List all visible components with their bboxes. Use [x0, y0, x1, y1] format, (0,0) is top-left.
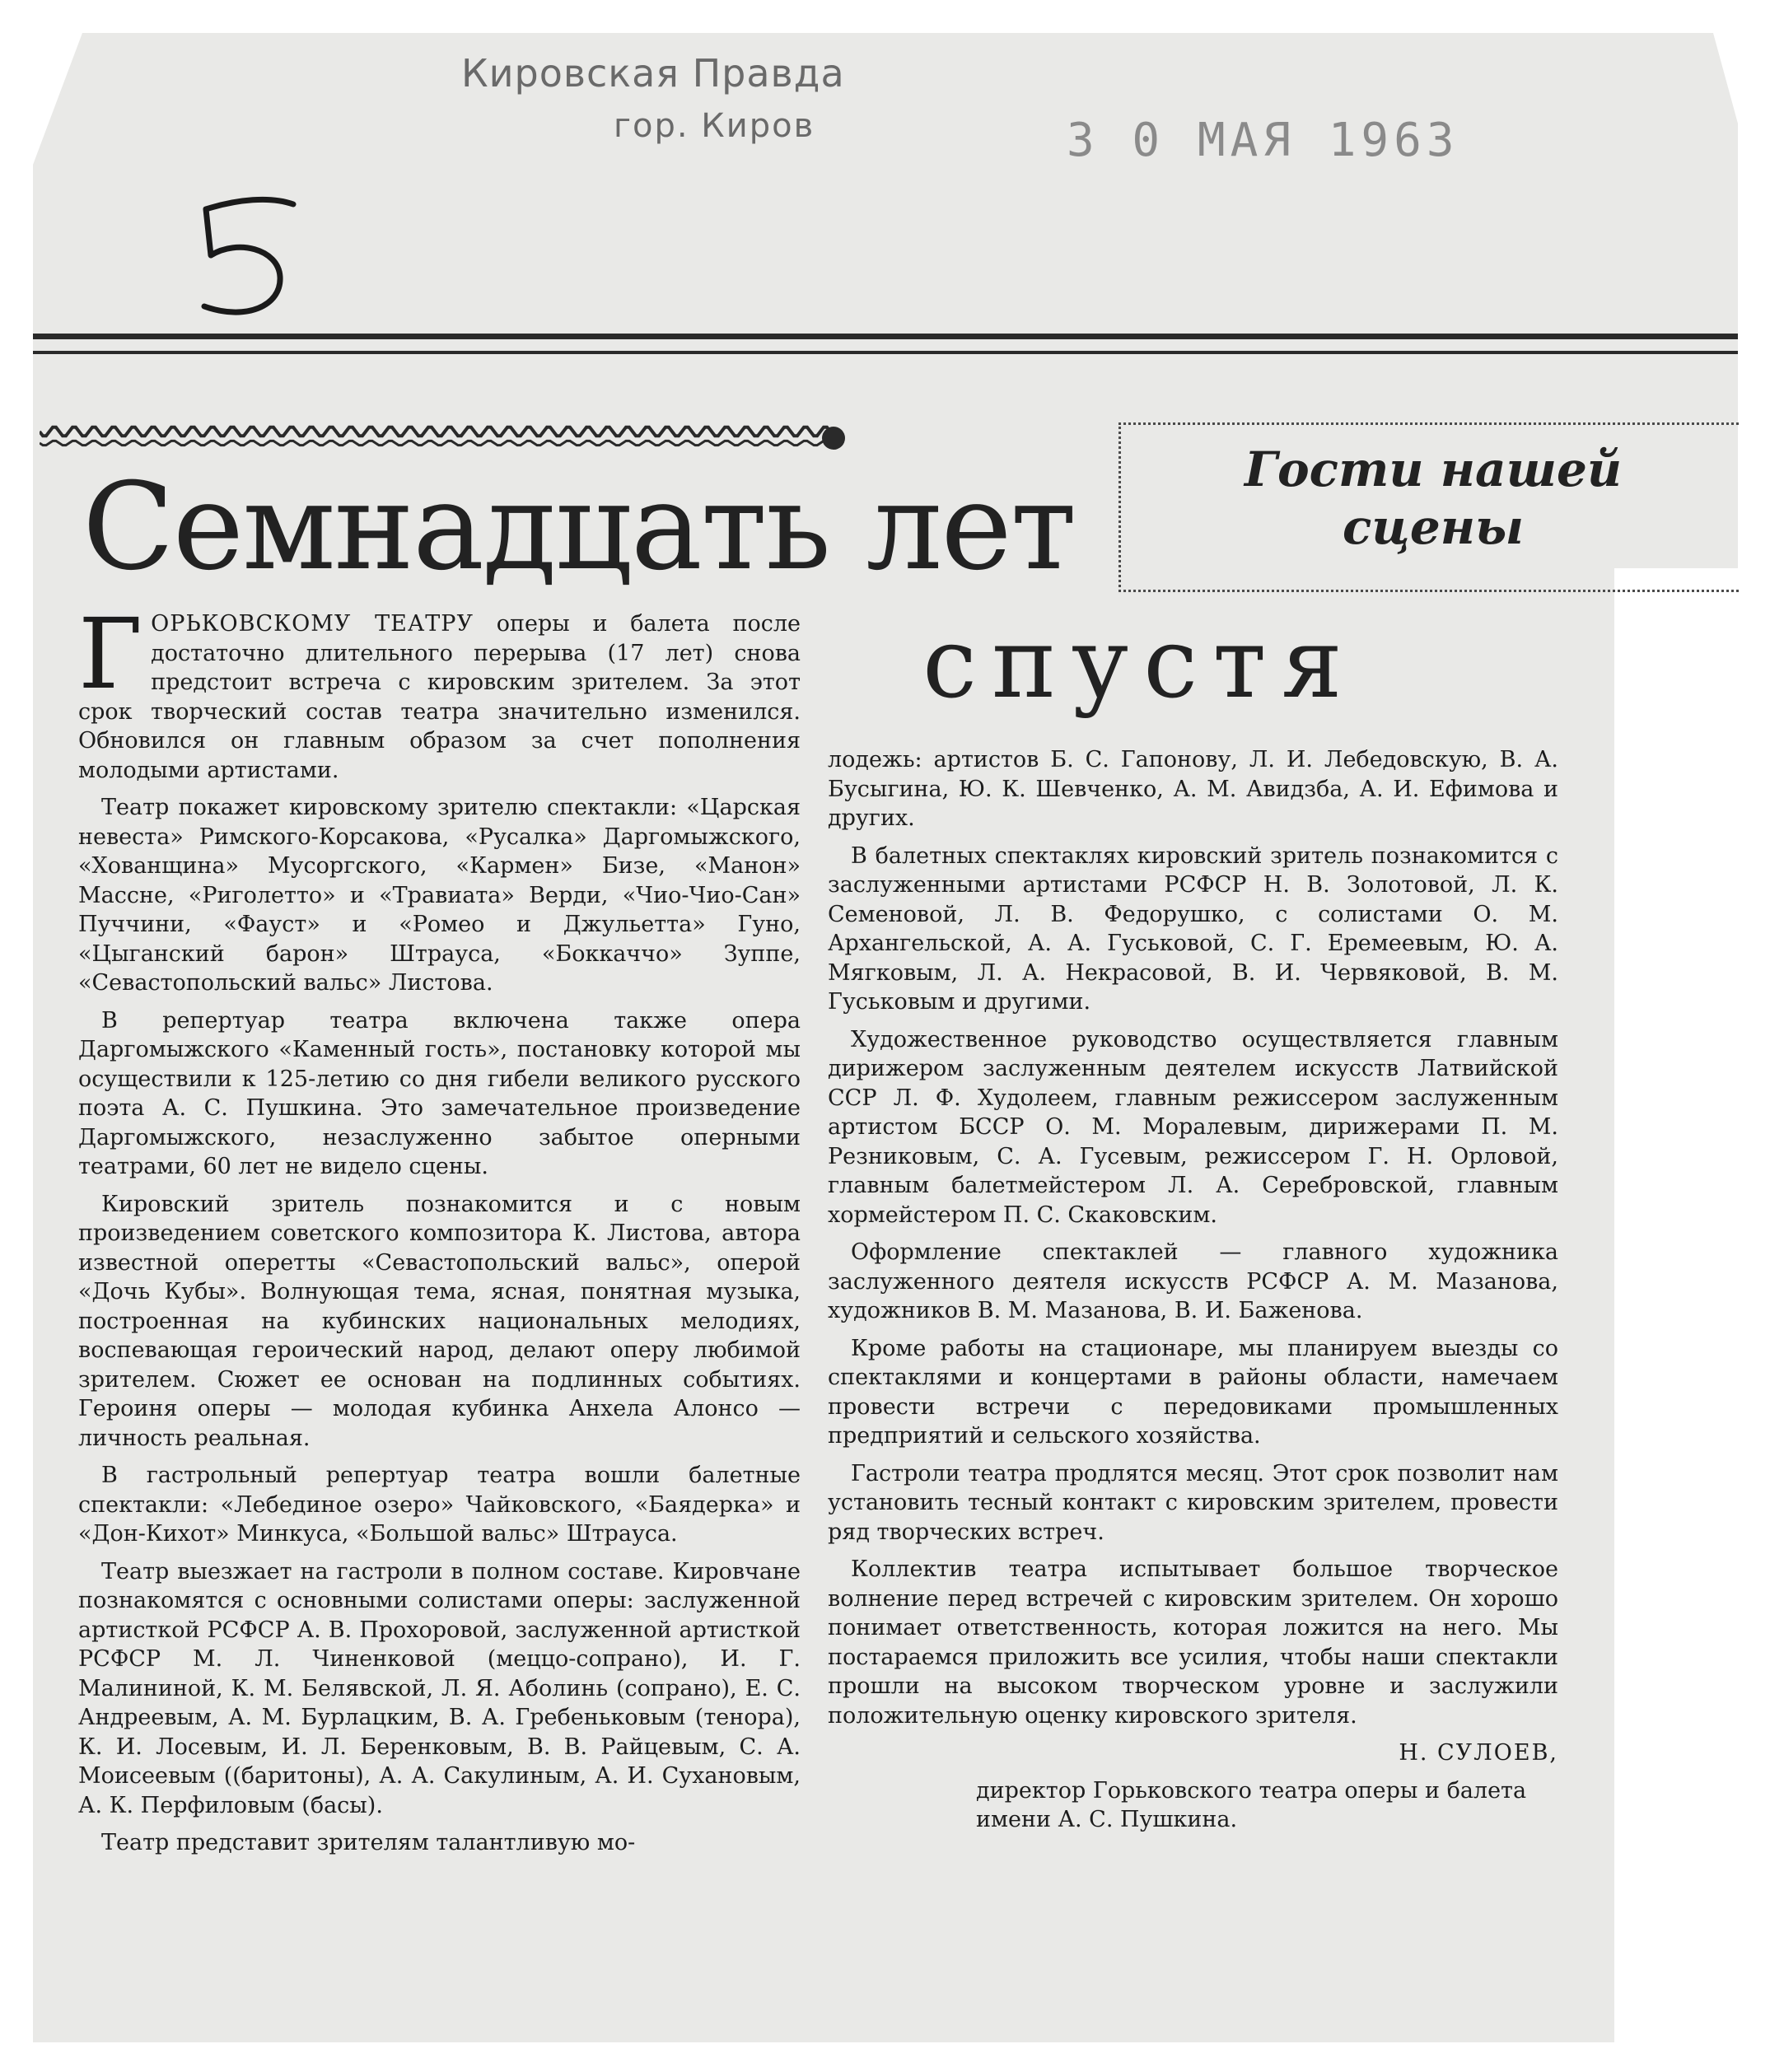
header-rule-thin [33, 351, 1738, 354]
paragraph: Кировский зритель познакомится и с новым произведением советского композитора К. Листова, автора известной оперетты «Севастопольский вальс», оперой «Дочь Кубы». Волнующая тема, ясная, понятная музыка, построенная на кубинских национальных мелодиях, воспевающая героический народ, делают оперу любимой зрителем. Сюжет ее основан на подлинных событиях. Героиня оперы — молодая кубинка Анхела Алонсо — личность реальная. [78, 1191, 801, 1451]
paragraph: Художественное руководство осуществляется главным дирижером заслуженным деятелем искусств Латвийской ССР Л. Ф. Худолеем, главным режиссером заслуженным артистом БССР О. М. Моралевым, дирижерами П. М. Резниковым, С. А. Гусевым, режиссером Г. Н. Орловой, главным балетмейстером Л. А. Серебровской, главным хормейстером П. С. Скаковским. [828, 1026, 1558, 1228]
newspaper-city: гор. Киров [614, 107, 815, 145]
article-column-1 [78, 597, 801, 1866]
paragraph: Гастроли театра продлятся месяц. Этот срок позволит нам установить тесный контакт с кировским зрителем, провести ряд творческих встреч. [828, 1460, 1558, 1545]
headline-line1: Семнадцать лет [82, 457, 1076, 597]
date-stamp: 3 0 МАЯ 1963 [1067, 114, 1459, 167]
handwritten-page-number [188, 191, 303, 323]
headline-line2: спустя [922, 606, 1357, 720]
article-column-2 [828, 745, 1558, 1843]
paragraph: Театр представит зрителям талантливую мо- [101, 1830, 636, 1855]
paragraph: В гастрольный репертуар театра вошли балетные спектакли: «Лебединое озеро» Чайковского, «Баядерка» и «Дон-Кихот» Минкуса, «Большой вальс» Штрауса. [78, 1463, 801, 1547]
paragraph: Оформление спектаклей — главного художника заслуженного деятеля искусств РСФСР А. М. Мазанова, художников В. М. Мазанова, В. И. Баженова. [828, 1239, 1558, 1323]
rubric-label: Гости нашей сцены [1244, 441, 1623, 555]
author-title: директор Горьковского театра оперы и балета имени А. С. Пушкина. [976, 1777, 1527, 1832]
paragraph: Театр покажет кировскому зрителю спектакли: «Царская невеста» Римского-Корсакова, «Русалка» Даргомыжского, «Хованщина» Мусоргского, «Кармен» Бизе, «Манон» Массне, «Риголетто» и «Травиата» Верди, «Чио-Чио-Сан» Пуччини, «Фауст» и «Ромео и Джульетта» Гуно, «Цыганский барон» Штрауса, «Боккаччо» Зуппе, «Севастопольский вальс» Листова. [78, 795, 801, 996]
lead-text: оперы и балета после достаточно длительного перерыва (17 лет) снова предстоит встреча с кировским зрителем. За этот срок творческий состав театра значительно изменился. Обновился он главным образом за счет пополнения молодыми артистами. [78, 611, 801, 783]
paragraph: Коллектив театра испытывает большое творческое волнение перед встречей с кировским зрителем. Он хорошо понимает ответственность, которая ложится на него. Мы постараемся приложить все усилия, чтобы наши спектакли прошли на высоком творческом уровне и заслужили положительную оценку кировского зрителя. [828, 1556, 1558, 1729]
paragraph: Театр выезжает на гастроли в полном составе. Кировчане познакомятся с основными солистами оперы: заслуженной артисткой РСФСР А. В. Прохоровой, заслуженной артисткой РСФСР М. Л. Чиненковой (меццо-сопрано), И. Г. Малининой, К. М. Белявской, Л. Я. Аболинь (сопрано), Е. С. Андреевым, А. М. Бурлацким, В. А. Гребеньковым (тенора), К. И. Лосевым, И. Л. Беренковым, В. В. Райцевым, С. А. Моисеевым ((баритоны), А. А. Сакулиным, А. И. Сухановым, А. К. Перфиловым (басы). [78, 1558, 801, 1818]
author-name: Н. СУЛОЕВ, [1399, 1740, 1558, 1766]
divider-dot [822, 427, 845, 450]
wavy-divider [40, 420, 830, 453]
header-rule-thick [33, 334, 1738, 339]
lead-paragraph [78, 597, 801, 785]
paragraph: лодежь: артистов Б. С. Гапонову, Л. И. Лебедовскую, В. А. Бусыгина, Ю. К. Шевченко, А. М. Авидзба, А. И. Ефимова и других. [828, 747, 1558, 831]
drop-cap: Г [78, 597, 143, 711]
paragraph: В репертуар театра включена также опера Даргомыжского «Каменный гость», постановку которой мы осуществили к 125-летию со дня гибели великого русского поэта А. С. Пушкина. Это замечательное произведение Даргомыжского, незаслуженно забытое оперными театрами, 60 лет не видело сцены. [78, 1007, 801, 1179]
newspaper-name: Кировская Правда [461, 51, 845, 96]
paragraph: Кроме работы на стационаре, мы планируем выезды со спектаклями и концертами в районы области, намечаем провести встречи с передовиками промышленных предприятий и сельского хозяйства. [828, 1335, 1558, 1449]
paragraph: В балетных спектаклях кировский зритель познакомится с заслуженными артистами РСФСР Н. В. Золотовой, Л. К. Семеновой, Л. В. Федорушко, с солистами О. М. Архангельской, А. А. Гуськовой, С. Г. Еремеевым, Ю. А. Мягковым, Л. А. Некрасовой, В. И. Червяковой, В. М. Гуськовым и другими. [828, 842, 1558, 1015]
lead-caps: ОРЬКОВСКОМУ ТЕАТРУ [151, 611, 474, 637]
